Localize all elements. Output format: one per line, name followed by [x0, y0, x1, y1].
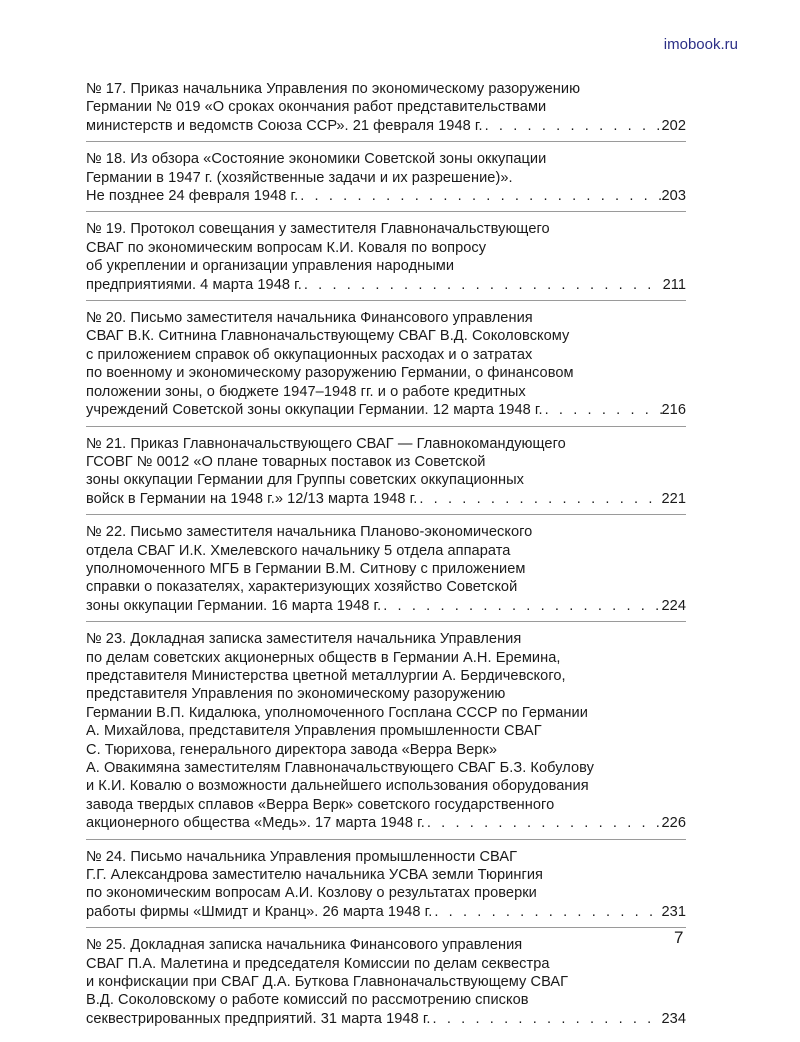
dot-leader: [432, 903, 661, 921]
toc-entry-line: А. Михайлова, представителя Управления промышленности СВАГ: [86, 723, 542, 740]
toc-entry-line: № 21. Приказ Главноначальствующего СВАГ — Главнокомандующего: [86, 435, 566, 452]
toc-entry-line: № 25. Докладная записка начальника Финансового управления: [86, 937, 523, 954]
dot-leader: [483, 117, 662, 135]
toc-entry-last-line: [86, 117, 686, 135]
toc-entry-last-line: [86, 903, 686, 921]
toc-entry-line: Германии В.П. Кидалюка, уполномоченного Госплана СССР по Германии: [86, 704, 588, 721]
toc-entry-line: по делам советских акционерных обществ в Германии А.Н. Еремина,: [86, 649, 561, 666]
toc-entry-line: зоны оккупации Германии для Группы советских оккупационных: [86, 472, 525, 489]
toc-entry[interactable]: [86, 523, 686, 622]
table-of-contents: [86, 80, 686, 1042]
toc-entry-last-line: [86, 187, 686, 205]
toc-entry-last-line: [86, 814, 686, 832]
toc-entry-line: С. Тюрихова, генерального директора завода «Верра Верк»: [86, 741, 498, 758]
toc-entry[interactable]: [86, 80, 686, 142]
toc-page-ref[interactable]: 234: [661, 1010, 686, 1027]
toc-entry-last-line: [86, 401, 686, 419]
toc-entry-line: № 22. Письмо заместителя начальника Планово-экономического: [86, 524, 533, 541]
toc-entry-line: представителя Министерства цветной металлургии А. Бердичевского,: [86, 667, 566, 684]
toc-entry-line: положении зоны, о бюджете 1947–1948 гг. и о работе кредитных: [86, 383, 526, 400]
toc-page-ref[interactable]: 202: [661, 117, 686, 134]
toc-entry[interactable]: [86, 220, 686, 301]
toc-entry[interactable]: [86, 848, 686, 929]
toc-entry-line: Германии № 019 «О сроках окончания работ представительствами: [86, 99, 547, 116]
toc-page-ref[interactable]: 216: [661, 402, 686, 419]
toc-entry-line: Г.Г. Александрова заместителю начальника УСВА земли Тюрингия: [86, 867, 544, 884]
toc-entry-line: министерств и ведомств Союза ССР». 21 февраля 1948 г.: [86, 117, 483, 134]
toc-page-ref[interactable]: 226: [661, 815, 686, 832]
toc-entry-line: № 18. Из обзора «Состояние экономики Советской зоны оккупации: [86, 151, 547, 168]
toc-entry-line: Германии в 1947 г. (хозяйственные задачи и их разрешение)».: [86, 169, 513, 186]
toc-entry-line: СВАГ В.К. Ситнина Главноначальствующему СВАГ В.Д. Соколовскому: [86, 328, 570, 345]
toc-entry-line: № 23. Докладная записка заместителя начальника Управления: [86, 631, 522, 648]
site-watermark[interactable]: imobook.ru: [663, 36, 738, 53]
toc-entry[interactable]: [86, 150, 686, 212]
page-number: 7: [674, 928, 684, 947]
toc-entry-line: секвестрированных предприятий. 31 марта 1948 г.: [86, 1010, 431, 1027]
toc-entry-line: по военному и экономическому разоружению Германии, о финансовом: [86, 365, 574, 382]
toc-page-ref[interactable]: 203: [661, 188, 686, 205]
toc-entry-line: № 19. Протокол совещания у заместителя Главноначальствующего: [86, 221, 550, 238]
dot-leader: [431, 1010, 662, 1028]
toc-entry-line: по экономическим вопросам А.И. Козлову о результатах проверки: [86, 885, 537, 902]
dot-leader: [425, 814, 662, 832]
toc-entry[interactable]: [86, 936, 686, 1034]
toc-entry-line: В.Д. Соколовскому о работе комиссий по рассмотрению списков: [86, 992, 529, 1009]
toc-entry[interactable]: [86, 309, 686, 426]
toc-entry-line: № 24. Письмо начальника Управления промышленности СВАГ: [86, 848, 518, 865]
toc-entry-line: отдела СВАГ И.К. Хмелевского начальнику 5 отдела аппарата: [86, 542, 511, 559]
toc-entry-line: № 17. Приказ начальника Управления по экономическому разоружению: [86, 81, 581, 97]
toc-entry-line: войск в Германии на 1948 г.» 12/13 марта 1948 г.: [86, 490, 418, 507]
toc-entry-line: завода твердых сплавов «Верра Верк» советского государственного: [86, 796, 555, 813]
toc-page-ref[interactable]: 221: [661, 490, 686, 507]
toc-entry-line: и К.И. Ковалю о возможности дальнейшего использования оборудования: [86, 778, 589, 795]
toc-entry-last-line: [86, 1010, 686, 1028]
toc-entry-last-line: [86, 490, 686, 508]
toc-page-ref[interactable]: 231: [661, 903, 686, 920]
toc-entry-line: ГСОВГ № 0012 «О плане товарных поставок из Советской: [86, 453, 486, 470]
toc-entry-line: и конфискации при СВАГ Д.А. Буткова Главноначальствующему СВАГ: [86, 974, 569, 991]
toc-page-ref[interactable]: 224: [661, 597, 686, 614]
toc-entry-line: № 20. Письмо заместителя начальника Финансового управления: [86, 310, 533, 327]
dot-leader: [302, 276, 663, 294]
toc-entry-line: об укреплении и организации управления народными: [86, 258, 455, 275]
toc-entry-line: учреждений Советской зоны оккупации Германии. 12 марта 1948 г.: [86, 402, 543, 419]
dot-leader: [298, 187, 661, 205]
toc-entry-line: справки о показателях, характеризующих хозяйство Советской: [86, 579, 518, 596]
toc-entry-line: предприятиями. 4 марта 1948 г.: [86, 276, 302, 293]
toc-entry-line: работы фирмы «Шмидт и Кранц». 26 марта 1948 г.: [86, 903, 433, 920]
toc-entry-line: СВАГ П.А. Малетина и председателя Комиссии по делам секвестра: [86, 955, 550, 972]
toc-entry-last-line: [86, 597, 686, 615]
toc-entry[interactable]: [86, 435, 686, 516]
dot-leader: [543, 401, 662, 419]
toc-entry-last-line: [86, 276, 686, 294]
toc-entry-line: СВАГ по экономическим вопросам К.И. Коваля по вопросу: [86, 239, 487, 256]
toc-entry-line: А. Овакимяна заместителям Главноначальствующего СВАГ Б.З. Кобулову: [86, 760, 594, 776]
toc-entry-line: с приложением справок об оккупационных расходах и о затратах: [86, 346, 533, 363]
dot-leader: [381, 597, 661, 615]
toc-entry-line: зоны оккупации Германии. 16 марта 1948 г.: [86, 597, 382, 614]
toc-entry-line: акционерного общества «Медь». 17 марта 1948 г.: [86, 815, 425, 832]
toc-entry[interactable]: [86, 630, 686, 839]
dot-leader: [417, 490, 661, 508]
toc-page-ref[interactable]: 211: [662, 276, 686, 293]
toc-entry-line: представителя Управления по экономическому разоружению: [86, 686, 506, 703]
toc-entry-line: Не позднее 24 февраля 1948 г.: [86, 188, 299, 205]
toc-entry-line: уполномоченного МГБ в Германии В.М. Ситнову с приложением: [86, 560, 526, 577]
